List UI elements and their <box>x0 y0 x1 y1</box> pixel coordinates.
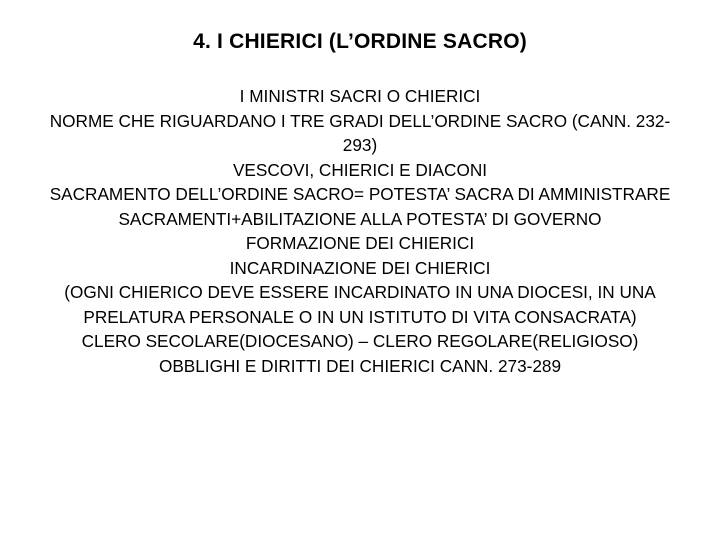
list-item-ministri: I MINISTRI SACRI O CHIERICI <box>239 86 481 106</box>
list-item-incardinazione: INCARDINAZIONE DEI CHIERICI <box>229 257 491 278</box>
list-item-norme: NORME CHE RIGUARDANO I TRE GRADI DELL’ORDINE SACRO (CANN. 232-293) <box>49 110 671 155</box>
list-item-clero: CLERO SECOLARE(DIOCESANO) – CLERO REGOLARE(RELIGIOSO) <box>81 331 639 351</box>
list-item-vescovi: VESCOVI, CHIERICI E DIACONI <box>232 159 488 180</box>
slide-title: 4. I CHIERICI (L’ORDINE SACRO) <box>193 30 527 53</box>
list-item-formazione: FORMAZIONE DEI CHIERICI <box>245 233 475 253</box>
list-item-sacramento: SACRAMENTO DELL’ORDINE SACRO= POTESTA’ SACRA DI AMMINISTRARE SACRAMENTI+ABILITAZIONE ALLA POTESTA’ DI GOVERNO <box>49 184 671 229</box>
list-item-ogni-chierico: (OGNI CHIERICO DEVE ESSERE INCARDINATO IN UNA DIOCESI, IN UNA PRELATURA PERSONALE O IN UN ISTITUTO DI VITA CONSACRATA) <box>64 282 656 327</box>
list-item-obblighi: OBBLIGHI E DIRITTI DEI CHIERICI CANN. 273-289 <box>158 355 562 376</box>
slide-body <box>0 84 720 378</box>
